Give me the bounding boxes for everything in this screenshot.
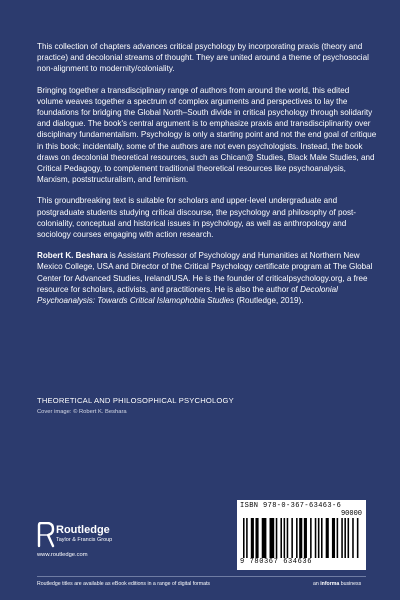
barcode-bar bbox=[332, 518, 335, 558]
barcode-bar bbox=[251, 518, 254, 558]
footer-divider bbox=[37, 576, 366, 577]
barcode-bar bbox=[341, 518, 343, 558]
barcode-bar bbox=[352, 518, 354, 558]
barcode-bar bbox=[344, 518, 346, 558]
barcode-bar bbox=[299, 518, 302, 558]
barcode-bar bbox=[321, 518, 323, 558]
blurb bbox=[37, 41, 377, 316]
barcode-bar bbox=[304, 518, 307, 558]
informa-name: informa bbox=[320, 581, 340, 587]
barcode-bar bbox=[270, 518, 275, 558]
barcode-digits: 9 780367 634636 bbox=[240, 558, 313, 566]
barcode-bar bbox=[318, 518, 320, 558]
informa-business-mark bbox=[313, 581, 361, 587]
barcode-bar bbox=[284, 518, 286, 558]
barcode-bar bbox=[243, 518, 245, 558]
barcode-bar bbox=[291, 518, 293, 558]
informa-suffix: business bbox=[339, 581, 362, 587]
author-previous-book: Decolonial Psychoanalysis: Towards Critical Islamophobia Studies bbox=[37, 284, 338, 306]
barcode-bar bbox=[276, 518, 278, 558]
barcode-bar bbox=[357, 518, 359, 558]
barcode-bar bbox=[280, 518, 282, 558]
publisher-group: Taylor & Francis Group bbox=[56, 537, 113, 543]
blurb-paragraph-1: This collection of chapters advances critical psychology by incorporating praxis (theory and practice) and decolonial streams of thought. They are united around a theme of psychosocial non-alignment to modernity/coloniality. bbox=[37, 42, 369, 74]
author-name: Robert K. Beshara bbox=[37, 251, 108, 261]
barcode-bar bbox=[326, 518, 329, 558]
barcode-bar bbox=[246, 518, 248, 558]
blurb-paragraph-3: This groundbreaking text is suitable for scholars and upper-level undergraduate and postgraduate students studying critical discourse, the psychology and philosophy of post-coloniality, conceptual and historical issues in psychology, as well as anthropology and sociology courses engaging with action research. bbox=[37, 196, 356, 240]
barcode-bar bbox=[348, 518, 350, 558]
publisher-website[interactable]: www.routledge.com bbox=[37, 552, 88, 558]
barcode-bar bbox=[296, 518, 298, 558]
author-bio-text-1: is Assistant Professor of Psychology and Humanities at Northern New Mexico College, USA and Director of the Critical Psychology certificate program at The Global Center for Advanced Studies, Ireland/USA. He is the founder of criticalpsychology.org, a free resource for scholars, activists, and practitioners. He is also the author of bbox=[37, 251, 373, 294]
author-bio bbox=[37, 250, 377, 306]
barcode-bar bbox=[262, 518, 267, 558]
barcode-bars bbox=[243, 518, 360, 558]
publisher-name: Routledge bbox=[56, 524, 110, 536]
barcode-bar bbox=[287, 518, 289, 558]
barcode-bar bbox=[255, 518, 258, 558]
blurb-paragraph-2: Bringing together a transdisciplinary range of authors from around the world, this edited volume weaves together a spectrum of complex arguments and perspectives to lay the foundations for bridging the Global North–South divide in critical psychology through solidarity and dialogue. The book's central argument is to emphasize praxis and transdisciplinarity over disciplinary fundamentalism. Psychology is only a starting point and not the end goal of critique in this book; incidentally, some of the authors are not even psychologists. Instead, the book draws on decolonial theoretical resources, such as Chican@ Studies, Black Male Studies, and Critical Pedagogy, to complement traditional theoretical resources like psychoanalysis, Marxism, poststructuralism, and feminism. bbox=[37, 85, 377, 185]
informa-prefix: an bbox=[313, 581, 321, 587]
author-bio-text-2: (Routledge, 2019). bbox=[234, 296, 304, 306]
isbn-barcode bbox=[237, 500, 366, 570]
barcode-bar bbox=[315, 518, 317, 558]
price-code: 90000 bbox=[340, 510, 362, 518]
isbn-text: ISBN 978-0-367-63463-6 bbox=[240, 502, 342, 510]
barcode-bar bbox=[310, 518, 312, 558]
cover-image-credit: Cover image: © Robert K. Beshara bbox=[37, 409, 127, 415]
ebook-note: Routledge titles are available as eBook editions in a range of digital formats bbox=[37, 581, 211, 587]
series-title: THEORETICAL AND PHILOSOPHICAL PSYCHOLOGY bbox=[37, 396, 234, 405]
barcode-bar bbox=[337, 518, 339, 558]
